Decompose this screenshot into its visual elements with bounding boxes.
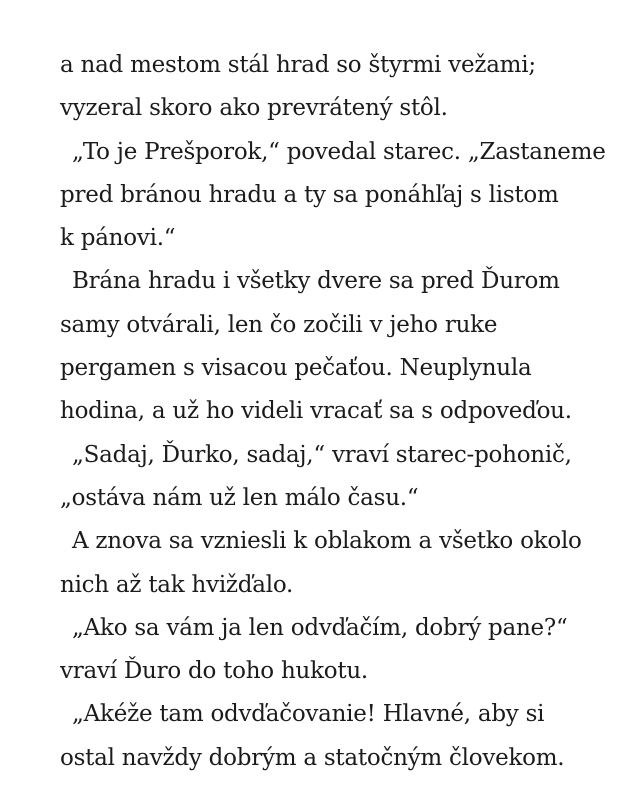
text-line: vraví Ďuro do toho hukotu. bbox=[60, 658, 368, 685]
text-line: vyzeral skoro ako prevrátený stôl. bbox=[60, 95, 448, 122]
text-line: „Akéže tam odvďačovanie! Hlavné, aby si bbox=[72, 701, 545, 728]
text-line: Brána hradu i všetky dvere sa pred Ďurom bbox=[72, 268, 560, 295]
text-line: „To je Prešporok,“ povedal starec. „Zastaneme bbox=[72, 138, 606, 165]
text-line: nich až tak hvižďalo. bbox=[60, 571, 294, 598]
text-line: „ostáva nám už len málo času.“ bbox=[60, 484, 419, 511]
text-line: pergamen s visacou pečaťou. Neuplynula bbox=[60, 355, 532, 382]
text-line: ostal navždy dobrým a statočným človekom. bbox=[60, 744, 565, 771]
text-line: samy otvárali, len čo zočili v jeho ruke bbox=[60, 311, 498, 338]
text-line: „Ako sa vám ja len odvďačím, dobrý pane?“ bbox=[72, 614, 568, 641]
text-line: „Sadaj, Ďurko, sadaj,“ vraví starec-pohonič, bbox=[72, 441, 572, 468]
body-text bbox=[60, 44, 606, 780]
text-line: hodina, a už ho videli vracať sa s odpoveďou. bbox=[60, 398, 572, 425]
text-line: k pánovi.“ bbox=[60, 225, 176, 252]
text-line: pred bránou hradu a ty sa ponáhľaj s listom bbox=[60, 181, 559, 208]
text-line: A znova sa vzniesli k oblakom a všetko okolo bbox=[72, 528, 582, 555]
text-line: a nad mestom stál hrad so štyrmi vežami; bbox=[60, 52, 536, 78]
